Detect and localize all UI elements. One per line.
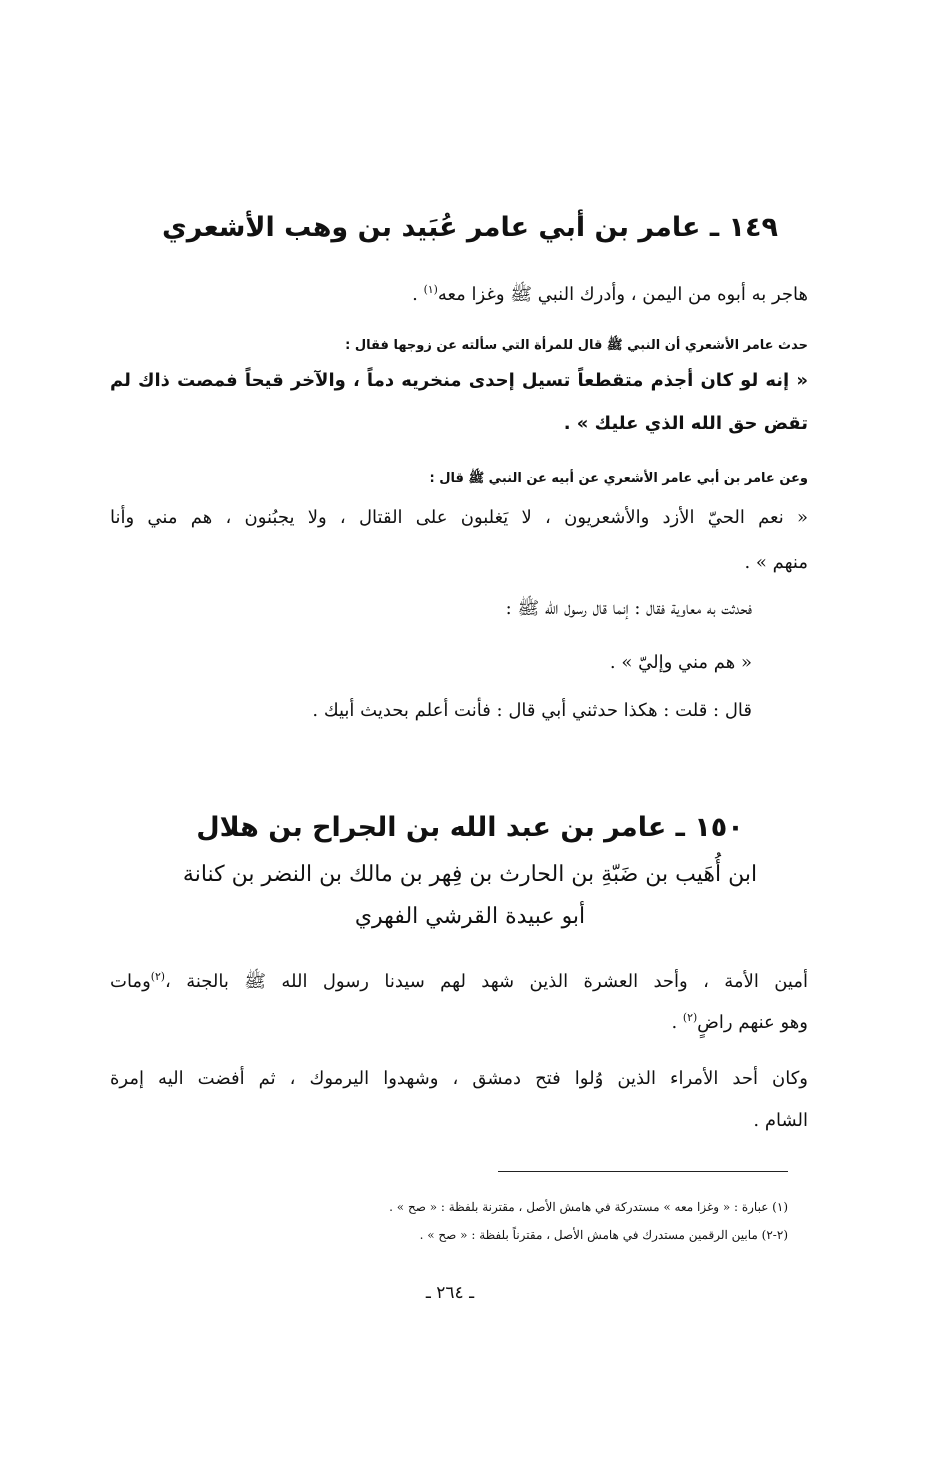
para-1-text-b: ومات [110,971,151,992]
hadith-2-chain: وعن عامر بن أبي عامر الأشعري عن أبيه عن النبي ﷺ قال : [429,471,808,486]
hadith-2-text-line-2: منهم » . [744,552,808,573]
entry-150-para-2-line-2: الشام . [753,1110,808,1131]
footnote-2: (٢-٢) مابين الرقمين مستدرك في هامش الأصل ، مقترناً بلفظة : « صح » . [419,1228,788,1242]
footnote-ref-2a: (٢) [150,970,166,983]
entry-150-para-1-line-1 [110,970,808,996]
para-1-text-d: . [671,1012,683,1033]
entry-149-title: ١٤٩ ـ عامر بن أبي عامر عُبَيد بن وهب الأشعري [162,212,778,243]
entry-150-para-1-line-2 [671,1012,808,1033]
page-number: ـ ٢٦٤ ـ [425,1283,475,1303]
hadith-1-text-line-1: « إنه لو كان أجذم متقطعاً تسيل إحدى منخريه دماً ، والآخر قيحاً فمصت ذاك لم [110,370,808,391]
entry-149-intro [412,283,808,309]
footnote-ref-2b: (٢) [682,1011,698,1024]
hadith-1-text-line-2: تقض حق الله الذي عليك » . [563,413,808,434]
entry-150-para-2-line-1: وكان أحد الأمراء الذين وُلوا فتح دمشق ، وشهدوا اليرموك ، ثم أفضت اليه إمرة [110,1068,808,1089]
hadith-1-chain: حدث عامر الأشعري أن النبي ﷺ قال للمرأة التي سألته عن زوجها فقال : [345,338,808,353]
entry-149-intro-text: هاجر به أبوه من اليمن ، وأدرك النبي ﷺ وغزا معه [437,284,808,305]
entry-150-lineage-line-1: ابن أُهَيب بن ضَبّةِ بن الحارث بن فِهر بن مالك بن النضر بن كنانة [182,862,758,887]
entry-150-title: ١٥٠ ـ عامر بن عبد الله بن الجراح بن هلال [196,812,744,843]
muawiya-line: فحدثت به معاوية فقال : إنما قال رسول الله ﷺ : [505,598,752,619]
para-1-text-a: أمين الأمة ، وأحد العشرة الذين شهد لهم سيدنا رسول الله ﷺ بالجنة ، [165,971,808,992]
final-line: قال : قلت : هكذا حدثني أبي قال : فأنت أعلم بحديث أبيك . [312,700,752,721]
footnote-1: (١) عبارة : « وغزا معه » مستدركة في هامش الأصل ، مقترنة بلفظة : « صح » . [389,1200,788,1214]
footnote-ref-1: (١) [423,283,438,296]
para-1-text-c: وهو عنهم راضٍ [697,1012,808,1033]
entry-150-lineage-line-2: أبو عبيدة القرشي الفهري [354,904,586,929]
entry-149-intro-end: . [412,284,424,305]
footnote-divider [498,1171,788,1172]
short-quote: « هم مني وإليّ » . [609,652,752,673]
hadith-2-text-line-1: « نعم الحيّ الأزد والأشعريون ، لا يَغلبون على القتال ، ولا يجبُنون ، هم مني وأنا [110,507,808,528]
